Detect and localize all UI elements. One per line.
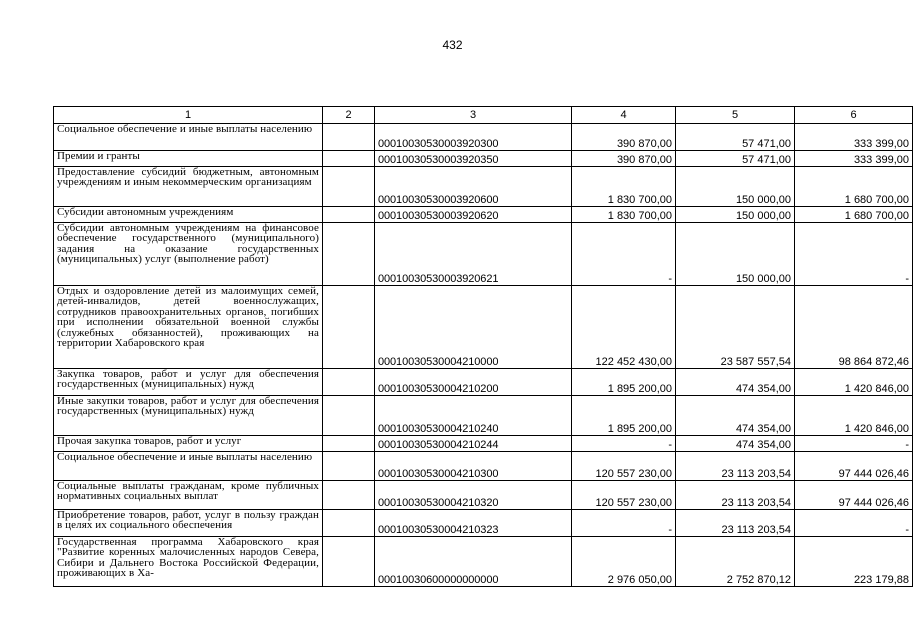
row-value-5: 23 113 203,54 bbox=[676, 510, 795, 537]
row-code: 00010030530003920300 bbox=[375, 124, 572, 151]
row-code: 00010030600000000000 bbox=[375, 537, 572, 587]
page-number: 432 bbox=[442, 38, 463, 52]
row-description: Предоставление субсидий бюджетным, автономным учреждениям и иным некоммерческим организациям bbox=[54, 167, 323, 207]
column-header: 2 bbox=[323, 107, 375, 124]
row-value-4: 1 895 200,00 bbox=[572, 396, 676, 436]
row-description: Прочая закупка товаров, работ и услуг bbox=[54, 436, 323, 452]
table-row bbox=[54, 396, 913, 436]
table-row bbox=[54, 510, 913, 537]
header-row bbox=[54, 107, 913, 124]
row-code: 00010030530004210320 bbox=[375, 481, 572, 510]
column-header: 1 bbox=[54, 107, 323, 124]
row-col2 bbox=[323, 369, 375, 396]
row-value-6: - bbox=[795, 510, 913, 537]
row-value-4: - bbox=[572, 436, 676, 452]
row-value-5: 150 000,00 bbox=[676, 223, 795, 286]
row-value-6: - bbox=[795, 223, 913, 286]
row-value-4: 1 830 700,00 bbox=[572, 207, 676, 223]
row-code: 00010030530004210323 bbox=[375, 510, 572, 537]
row-col2 bbox=[323, 286, 375, 369]
row-code: 00010030530003920600 bbox=[375, 167, 572, 207]
row-value-6: 1 680 700,00 bbox=[795, 207, 913, 223]
row-col2 bbox=[323, 124, 375, 151]
table-row bbox=[54, 452, 913, 481]
row-value-6: 97 444 026,46 bbox=[795, 481, 913, 510]
row-description: Социальные выплаты гражданам, кроме публичных нормативных социальных выплат bbox=[54, 481, 323, 510]
row-value-6: 1 680 700,00 bbox=[795, 167, 913, 207]
row-description: Закупка товаров, работ и услуг для обеспечения государственных (муниципальных) нужд bbox=[54, 369, 323, 396]
row-code: 00010030530004210244 bbox=[375, 436, 572, 452]
table-row bbox=[54, 223, 913, 286]
row-value-6: 1 420 846,00 bbox=[795, 369, 913, 396]
row-value-5: 474 354,00 bbox=[676, 396, 795, 436]
table-row bbox=[54, 151, 913, 167]
row-description: Субсидии автономным учреждениям bbox=[54, 207, 323, 223]
row-col2 bbox=[323, 223, 375, 286]
row-col2 bbox=[323, 396, 375, 436]
row-col2 bbox=[323, 452, 375, 481]
table-row bbox=[54, 369, 913, 396]
row-value-4: 390 870,00 bbox=[572, 124, 676, 151]
table-row bbox=[54, 481, 913, 510]
table-row bbox=[54, 167, 913, 207]
row-col2 bbox=[323, 510, 375, 537]
row-code: 00010030530004210000 bbox=[375, 286, 572, 369]
row-value-5: 2 752 870,12 bbox=[676, 537, 795, 587]
table-row bbox=[54, 286, 913, 369]
row-description: Приобретение товаров, работ, услуг в пользу граждан в целях их социального обеспечения bbox=[54, 510, 323, 537]
row-col2 bbox=[323, 481, 375, 510]
row-value-4: 2 976 050,00 bbox=[572, 537, 676, 587]
row-description: Отдых и оздоровление детей из малоимущих семей, детей-инвалидов, детей военнослужащих, сотрудников правоохранительных органов, погибших при исполнении обязательной военной службы (служебных обязанностей), проживающих на территории Хабаровского края bbox=[54, 286, 323, 369]
row-value-5: 57 471,00 bbox=[676, 124, 795, 151]
row-value-5: 474 354,00 bbox=[676, 369, 795, 396]
row-code: 00010030530003920621 bbox=[375, 223, 572, 286]
row-code: 00010030530004210300 bbox=[375, 452, 572, 481]
row-code: 00010030530004210200 bbox=[375, 369, 572, 396]
row-col2 bbox=[323, 207, 375, 223]
row-code: 00010030530003920620 bbox=[375, 207, 572, 223]
row-value-4: 1 895 200,00 bbox=[572, 369, 676, 396]
row-value-5: 23 113 203,54 bbox=[676, 452, 795, 481]
row-description: Социальное обеспечение и иные выплаты населению bbox=[54, 452, 323, 481]
row-col2 bbox=[323, 436, 375, 452]
table-row bbox=[54, 124, 913, 151]
row-value-5: 23 113 203,54 bbox=[676, 481, 795, 510]
row-value-4: 120 557 230,00 bbox=[572, 481, 676, 510]
row-description: Премии и гранты bbox=[54, 151, 323, 167]
row-value-4: 122 452 430,00 bbox=[572, 286, 676, 369]
row-value-4: 1 830 700,00 bbox=[572, 167, 676, 207]
column-header: 5 bbox=[676, 107, 795, 124]
row-description: Государственная программа Хабаровского края "Развитие коренных малочисленных народов Севера, Сибири и Дальнего Востока Российской Федерации, проживающих в Ха- bbox=[54, 537, 323, 587]
column-header: 6 bbox=[795, 107, 913, 124]
row-value-4: 390 870,00 bbox=[572, 151, 676, 167]
row-value-5: 23 587 557,54 bbox=[676, 286, 795, 369]
budget-table bbox=[53, 106, 913, 587]
row-code: 00010030530003920350 bbox=[375, 151, 572, 167]
table-row bbox=[54, 537, 913, 587]
row-value-6: 98 864 872,46 bbox=[795, 286, 913, 369]
row-value-4: 120 557 230,00 bbox=[572, 452, 676, 481]
row-value-5: 150 000,00 bbox=[676, 207, 795, 223]
row-value-5: 150 000,00 bbox=[676, 167, 795, 207]
row-value-4: - bbox=[572, 223, 676, 286]
row-value-5: 57 471,00 bbox=[676, 151, 795, 167]
row-col2 bbox=[323, 167, 375, 207]
row-col2 bbox=[323, 151, 375, 167]
row-value-6: 333 399,00 bbox=[795, 151, 913, 167]
row-code: 00010030530004210240 bbox=[375, 396, 572, 436]
row-col2 bbox=[323, 537, 375, 587]
row-value-4: - bbox=[572, 510, 676, 537]
column-header: 3 bbox=[375, 107, 572, 124]
row-value-6: 1 420 846,00 bbox=[795, 396, 913, 436]
row-value-6: - bbox=[795, 436, 913, 452]
table-row bbox=[54, 436, 913, 452]
column-header: 4 bbox=[572, 107, 676, 124]
row-description: Субсидии автономным учреждениям на финансовое обеспечение государственного (муниципального) задания на оказание государственных (муниципальных) услуг (выполнение работ) bbox=[54, 223, 323, 286]
row-value-6: 223 179,88 bbox=[795, 537, 913, 587]
row-value-6: 97 444 026,46 bbox=[795, 452, 913, 481]
row-description: Иные закупки товаров, работ и услуг для обеспечения государственных (муниципальных) нужд bbox=[54, 396, 323, 436]
table-row bbox=[54, 207, 913, 223]
row-value-5: 474 354,00 bbox=[676, 436, 795, 452]
row-description: Социальное обеспечение и иные выплаты населению bbox=[54, 124, 323, 151]
row-value-6: 333 399,00 bbox=[795, 124, 913, 151]
